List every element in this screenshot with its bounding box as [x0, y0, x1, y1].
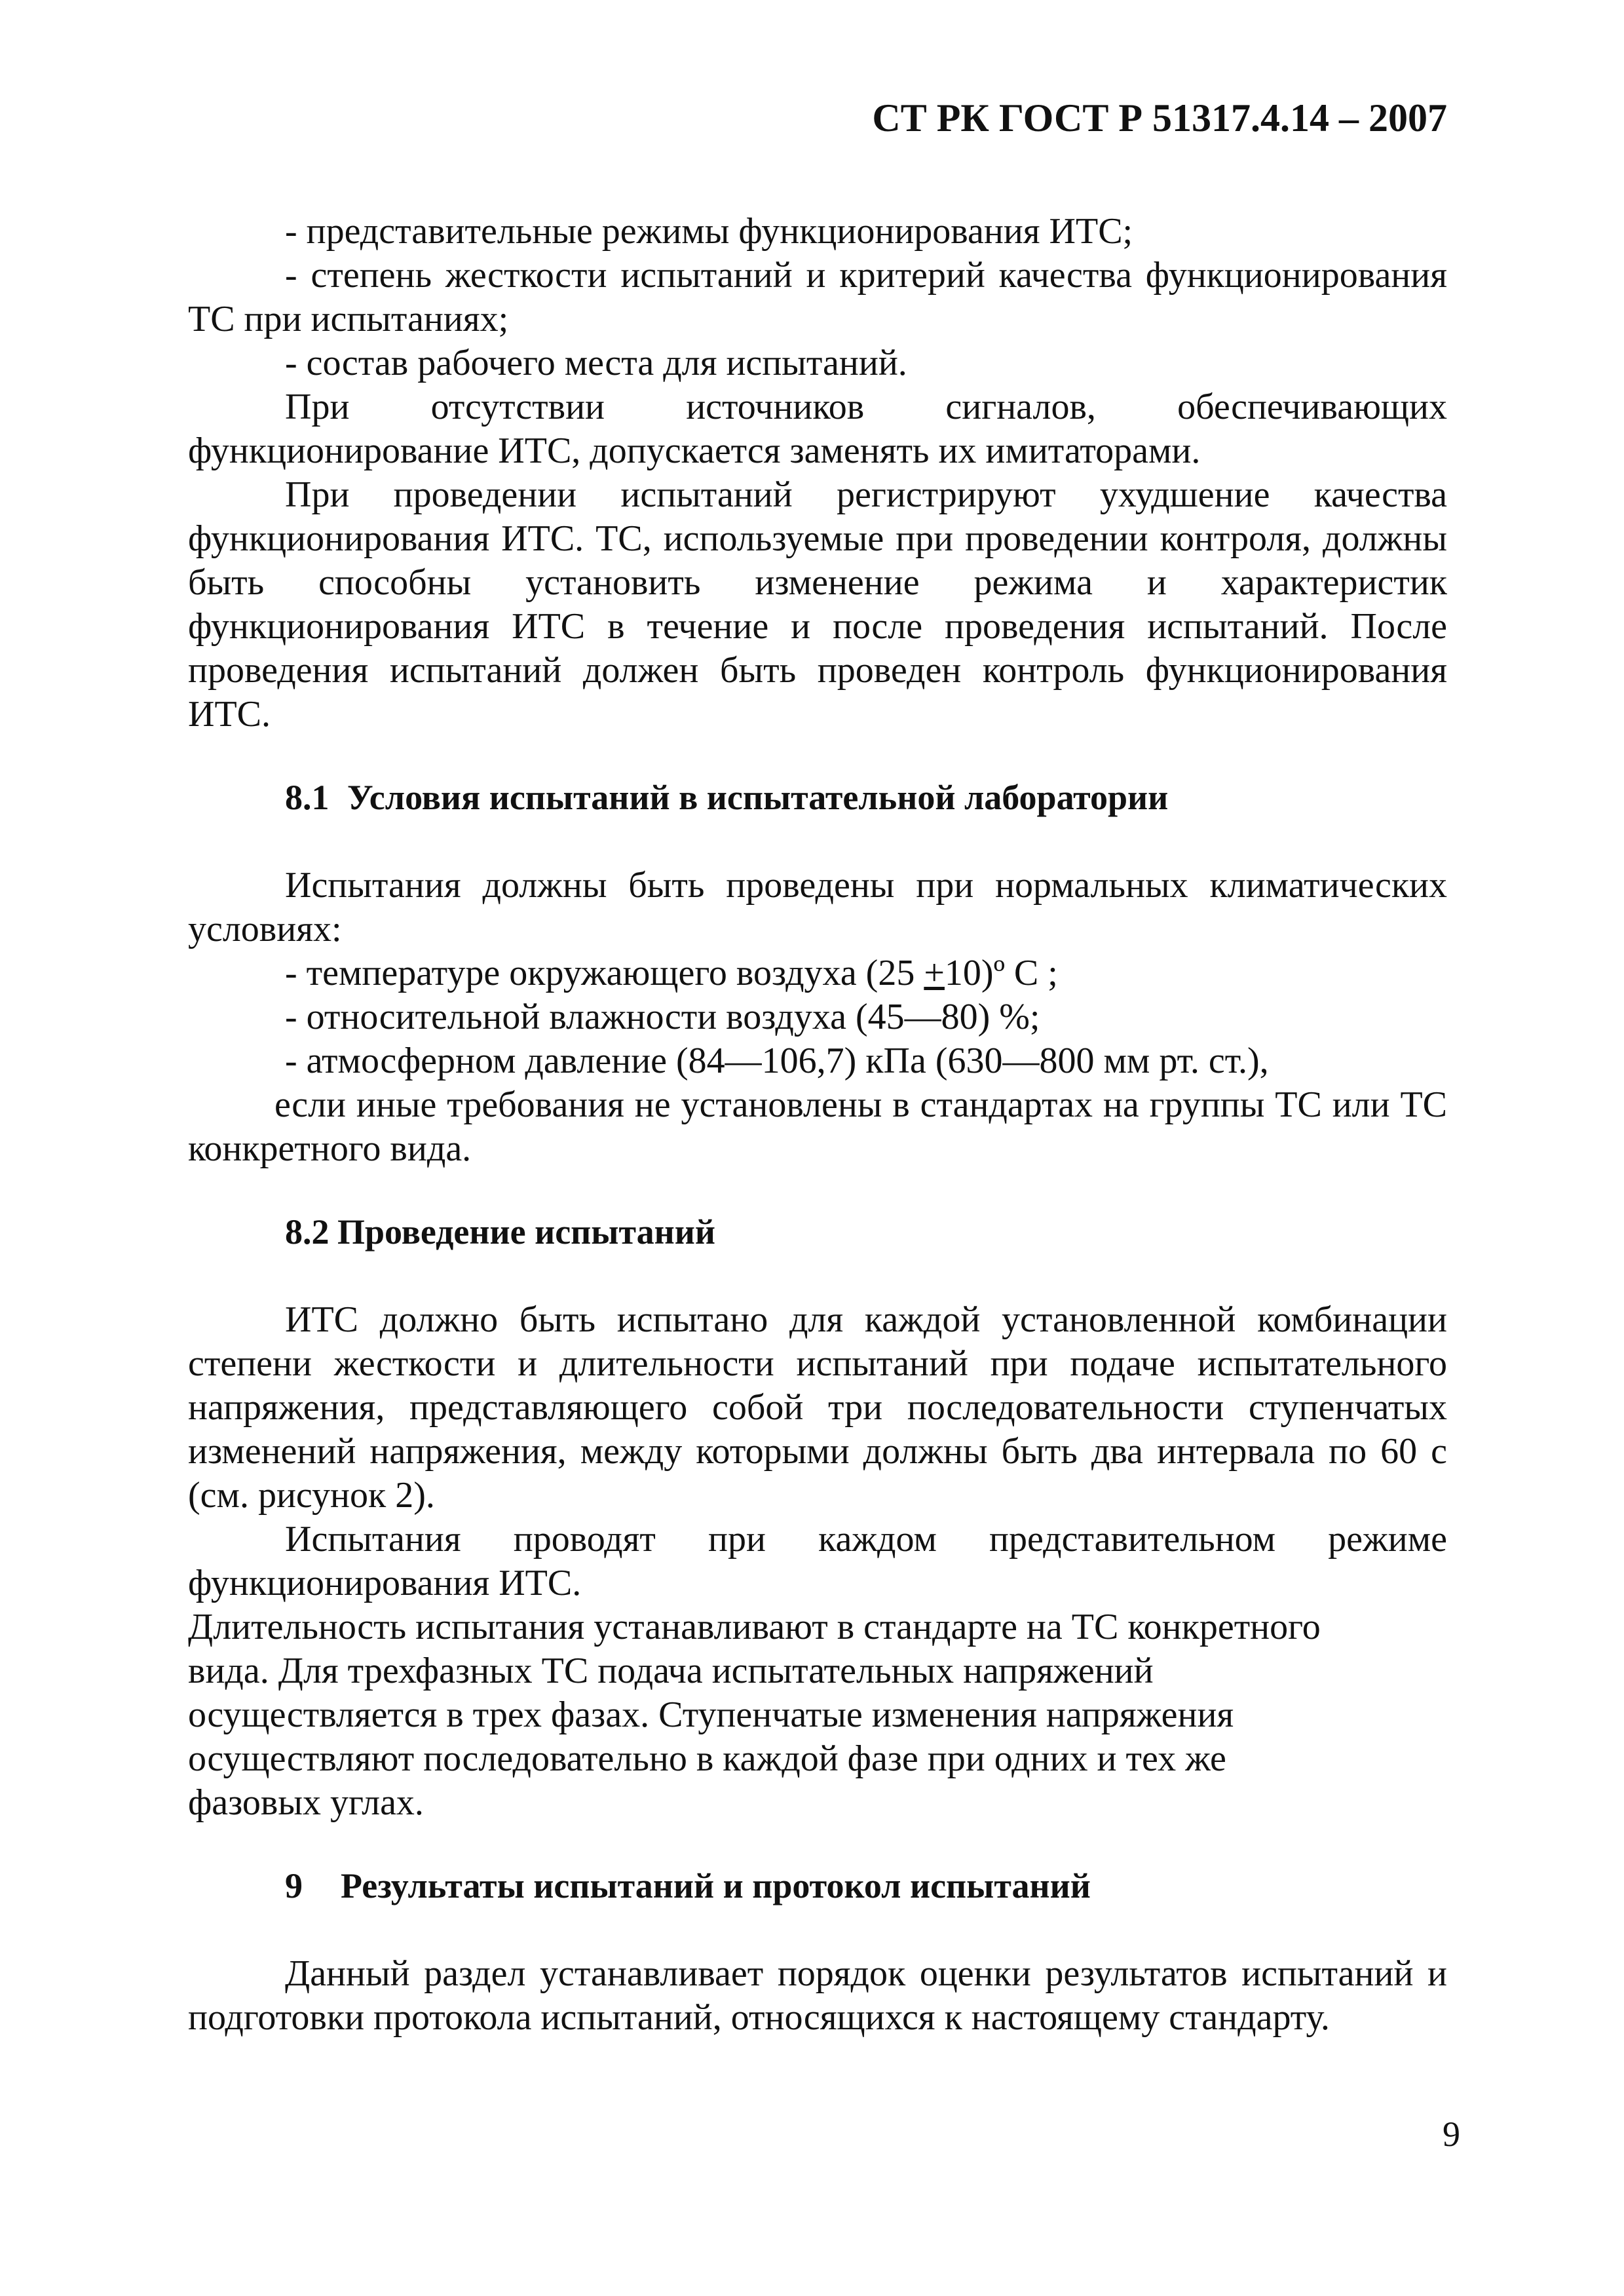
bullet-item: - степень жесткости испытаний и критерий качества функционирования ТС при испытаниях;: [188, 255, 1447, 339]
text-line: вида. Для трехфазных ТС подача испытательных напряжений: [188, 1651, 1154, 1691]
condition-item: - относительной влажности воздуха (45—80) %;: [285, 997, 1040, 1037]
section-heading-8-2: [188, 1210, 1447, 1254]
section-title: Результаты испытаний и протокол испытаний: [341, 1866, 1091, 1905]
condition-item: - атмосферном давление (84—106,7) кПа (630—800 мм рт. ст.),: [285, 1041, 1269, 1081]
section-title: Условия испытаний в испытательной лаборатории: [347, 778, 1169, 817]
section-heading-9: [188, 1864, 1447, 1908]
condition-item: - температуре окружающего воздуха (25 +10)º C ;: [285, 953, 1058, 993]
standard-header: СТ РК ГОСТ Р 51317.4.14 – 2007: [872, 96, 1447, 140]
paragraph: При проведении испытаний регистрируют ухудшение качества функционирования ИТС. ТС, используемые при проведении контроля, должны быть способны установить изменение режима и характеристик функционирования ИТС в течение и после проведения испытаний. После проведения испытаний должен быть проведен контроль функционирования ИТС.: [188, 474, 1447, 735]
page-number: 9: [1443, 2114, 1460, 2154]
paragraph: Испытания должны быть проведены при нормальных климатических условиях:: [188, 865, 1447, 949]
bullet-item: - состав рабочего места для испытаний.: [285, 343, 907, 383]
text-line: Длительность испытания устанавливают в стандарте на ТС конкретного: [188, 1607, 1321, 1647]
section-title: Проведение испытаний: [337, 1212, 715, 1252]
paragraph: если иные требования не установлены в стандартах на группы ТС или ТС конкретного вида.: [188, 1084, 1447, 1169]
text-line: осуществляется в трех фазах. Ступенчатые изменения напряжения: [188, 1694, 1234, 1735]
paragraph: При отсутствии источников сигналов, обеспечивающих функционирование ИТС, допускается заменять их имитаторами.: [188, 387, 1447, 471]
paragraph: Испытания проводят при каждом представительном режиме функционирования ИТС.: [188, 1519, 1447, 1603]
section-number: 8.1: [285, 778, 330, 817]
section-number: 8.2: [285, 1212, 330, 1252]
section-heading-8-1: [188, 776, 1447, 820]
paragraph: Данный раздел устанавливает порядок оценки результатов испытаний и подготовки протокола испытаний, относящихся к настоящему стандарту.: [188, 1953, 1447, 2038]
paragraph: ИТС должно быть испытано для каждой установленной комбинации степени жесткости и длительности испытаний при подаче испытательного напряжения, представляющего собой три последовательности ступенчатых изменений напряжения, между которыми должны быть два интервала по 60 с (см. рисунок 2).: [188, 1299, 1447, 1516]
text-line: осуществляют последовательно в каждой фазе при одних и тех же: [188, 1738, 1226, 1779]
section-number: 9: [285, 1866, 303, 1905]
bullet-item: - представительные режимы функционирования ИТС;: [285, 211, 1133, 252]
text-line: фазовых углах.: [188, 1782, 424, 1823]
document-body: [188, 210, 1447, 2040]
